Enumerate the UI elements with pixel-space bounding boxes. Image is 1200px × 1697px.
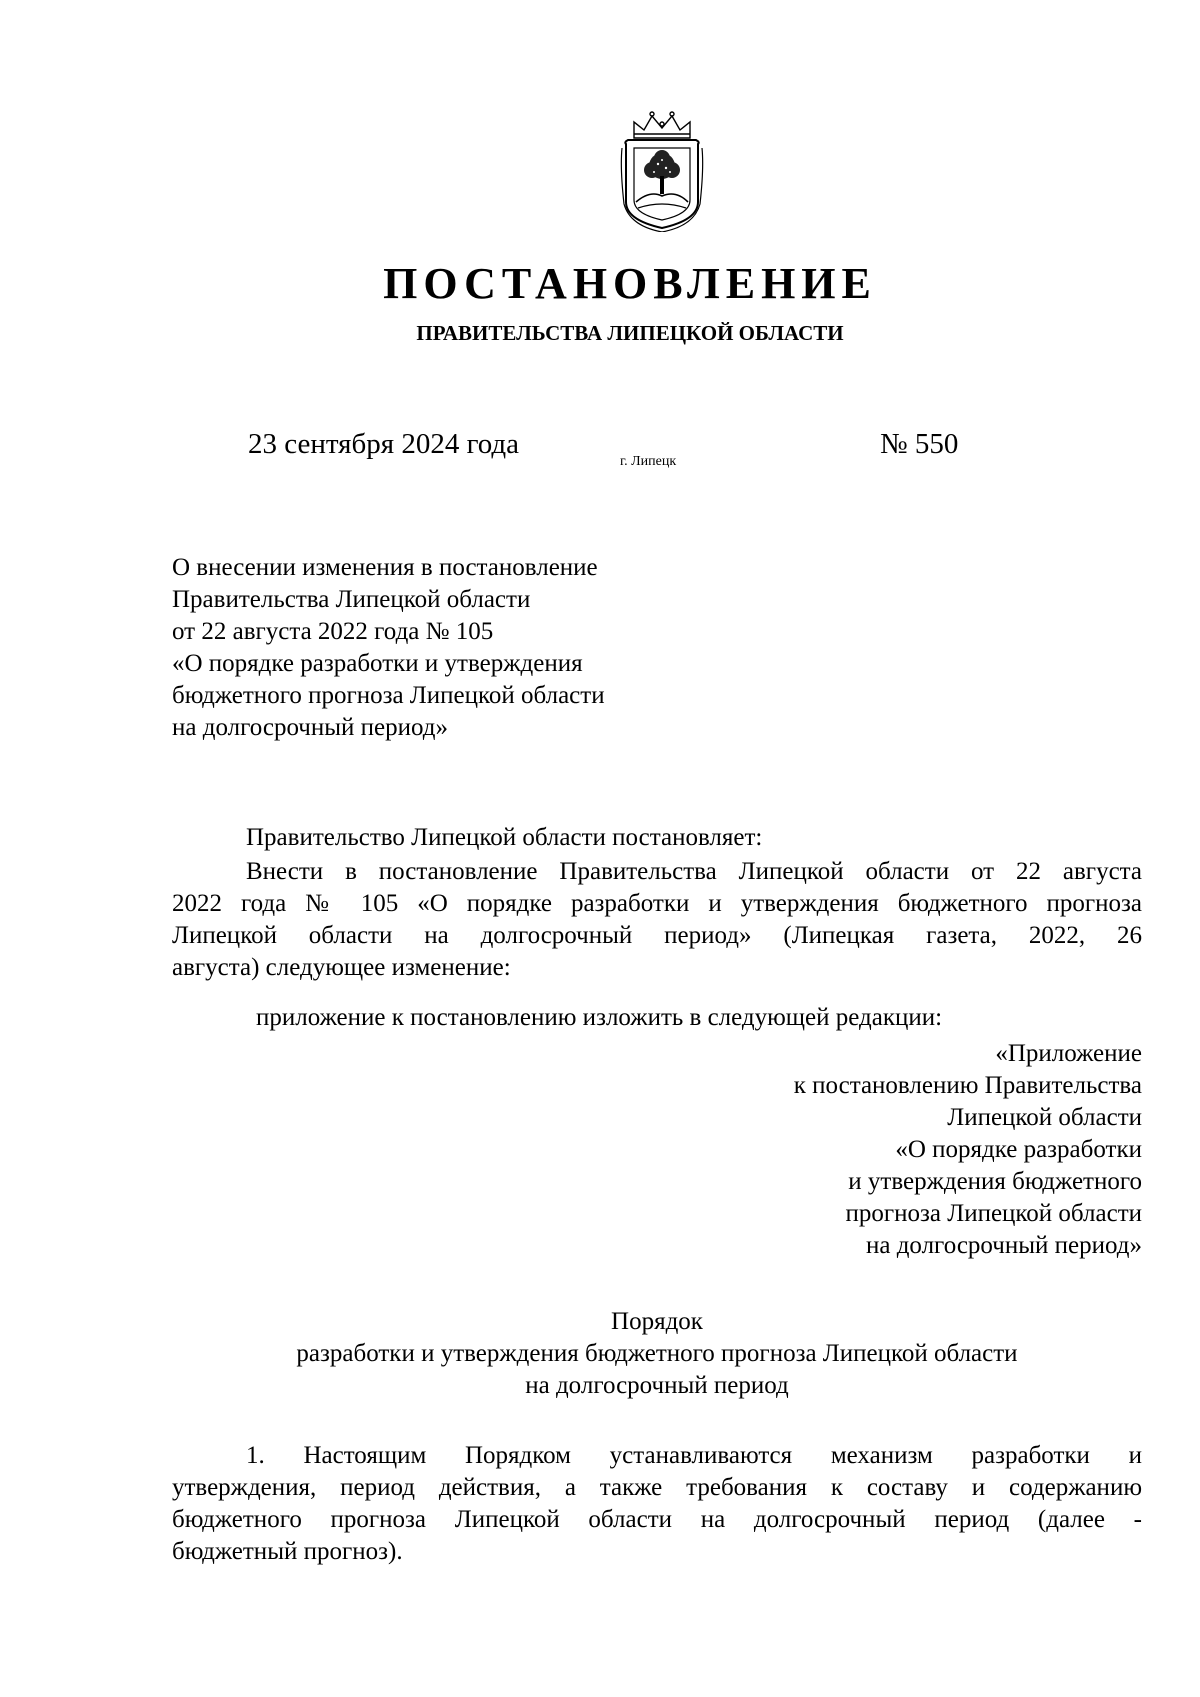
paragraph-line: Внести в постановление Правительства Липецкой области от 22 августа — [246, 858, 1142, 885]
heading-line: на долгосрочный период — [525, 1372, 789, 1399]
subject-line: Правительства Липецкой области — [172, 586, 531, 613]
subject-line: от 22 августа 2022 года № 105 — [172, 618, 494, 645]
order-point-1 — [172, 1440, 1142, 1568]
appendix-line: прогноза Липецкой области — [845, 1200, 1142, 1227]
paragraph-line: Липецкой области на долгосрочный период» (Липецкая газета, 2022, 26 — [172, 922, 1142, 949]
paragraph-line: бюджетный прогноз). — [172, 1538, 403, 1565]
paragraph-line: августа) следующее изменение: — [172, 954, 511, 981]
paragraph-line: 2022 года № 105 «О порядке разработки и утверждения бюджетного прогноза — [172, 890, 1142, 917]
document-date: 23 сентября 2024 года — [248, 428, 520, 460]
appendix-line: Липецкой области — [947, 1104, 1142, 1131]
appendix-line: к постановлению Правительства — [793, 1072, 1142, 1099]
subject-line: О внесении изменения в постановление — [172, 554, 598, 581]
document-city: г. Липецк — [620, 454, 677, 469]
subject-line: «О порядке разработки и утверждения — [172, 650, 583, 677]
coat-of-arms-icon — [620, 108, 704, 232]
appendix-reference — [794, 1038, 1142, 1262]
apply-paragraph: приложение к постановлению изложить в следующей редакции: — [256, 1004, 943, 1031]
heading-line: Порядок — [611, 1308, 703, 1335]
appendix-line: «Приложение — [995, 1040, 1142, 1067]
document-number: № 550 — [880, 428, 959, 460]
main-paragraph — [172, 856, 1142, 984]
subject-line: на долгосрочный период» — [172, 714, 449, 741]
subject-line: бюджетного прогноза Липецкой области — [172, 682, 605, 709]
paragraph-line: 1. Настоящим Порядком устанавливаются механизм разработки и — [246, 1442, 1142, 1469]
appendix-line: на долгосрочный период» — [865, 1232, 1142, 1259]
document-subtitle: ПРАВИТЕЛЬСТВА ЛИПЕЦКОЙ ОБЛАСТИ — [416, 321, 844, 345]
document-subject — [172, 552, 605, 744]
document-title: ПОСТАНОВЛЕНИЕ — [383, 259, 877, 308]
appendix-line: «О порядке разработки — [895, 1136, 1142, 1163]
paragraph-line: утверждения, период действия, а также требования к составу и содержанию — [172, 1474, 1142, 1501]
heading-line: разработки и утверждения бюджетного прогноза Липецкой области — [296, 1340, 1018, 1367]
intro-paragraph: Правительство Липецкой области постановляет: — [246, 824, 763, 851]
appendix-line: и утверждения бюджетного — [848, 1168, 1142, 1195]
order-heading — [172, 1306, 1142, 1402]
paragraph-line: бюджетного прогноза Липецкой области на долгосрочный период (далее - — [172, 1506, 1142, 1533]
